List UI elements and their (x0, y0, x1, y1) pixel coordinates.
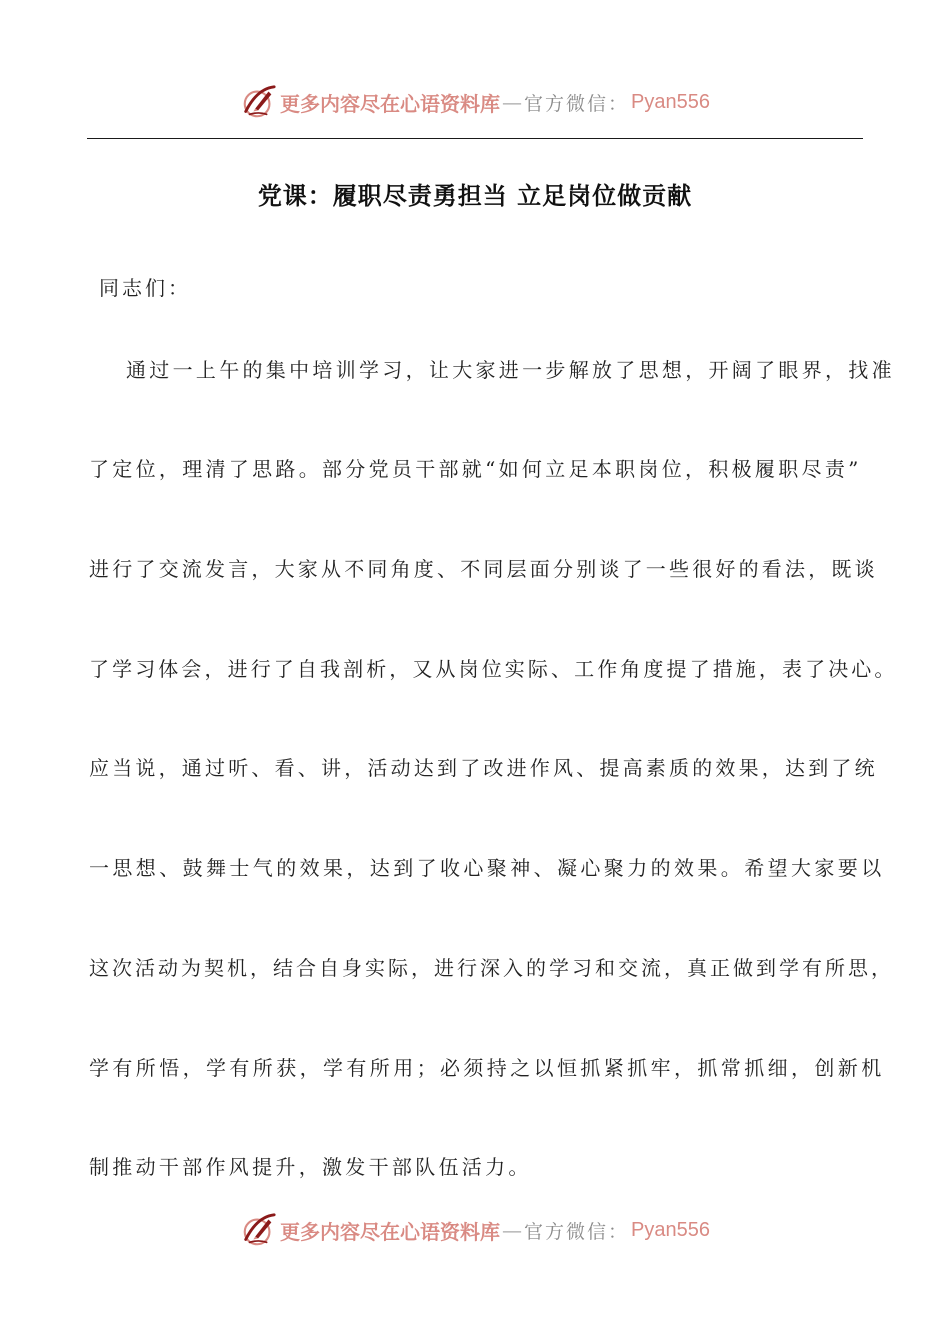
brand-wechat-id: Pyan556 (631, 90, 710, 113)
brand-separator: — (502, 1218, 522, 1242)
brand-separator: — (502, 90, 522, 114)
pen-nib-logo-icon (240, 83, 278, 121)
pen-nib-logo-icon (240, 1211, 278, 1249)
footer-brand (0, 1208, 950, 1252)
header-brand (0, 80, 950, 124)
paragraph-line: 这次活动为契机，结合自身实际，进行深入的学习和交流，真正做到学有所思， (89, 956, 894, 980)
paragraph-line: 应当说，通过听、看、讲，活动达到了改进作风、提高素质的效果，达到了统 (89, 756, 878, 780)
brand-wechat-id: Pyan556 (631, 1218, 710, 1241)
brand-slogan: 更多内容尽在心语资料库 (280, 91, 500, 116)
paragraph-line: 进行了交流发言，大家从不同角度、不同层面分别谈了一些很好的看法，既谈 (89, 557, 878, 581)
header-divider (87, 138, 863, 139)
brand-wechat-label: 官方微信： (524, 92, 630, 115)
paragraph-line: 通过一上午的集中培训学习，让大家进一步解放了思想，开阔了眼界，找准 (126, 358, 895, 382)
brand-slogan: 更多内容尽在心语资料库 (280, 1219, 500, 1244)
salutation: 同志们： (99, 276, 191, 300)
document-title: 党课：履职尽责勇担当 立足岗位做贡献 (257, 181, 693, 210)
paragraph-line: 制推动干部作风提升，激发干部队伍活力。 (89, 1155, 532, 1179)
paragraph-line: 一思想、鼓舞士气的效果，达到了收心聚神、凝心聚力的效果。希望大家要以 (89, 856, 885, 880)
paragraph-line: 学有所悟，学有所获，学有所用；必须持之以恒抓紧抓牢，抓常抓细，创新机 (89, 1056, 885, 1080)
paragraph-line: 了定位，理清了思路。部分党员干部就“如何立足本职岗位，积极履职尽责” (89, 457, 862, 481)
brand-wechat-label: 官方微信： (524, 1220, 630, 1243)
paragraph-line: 了学习体会，进行了自我剖析，又从岗位实际、工作角度提了措施，表了决心。 (89, 657, 898, 681)
